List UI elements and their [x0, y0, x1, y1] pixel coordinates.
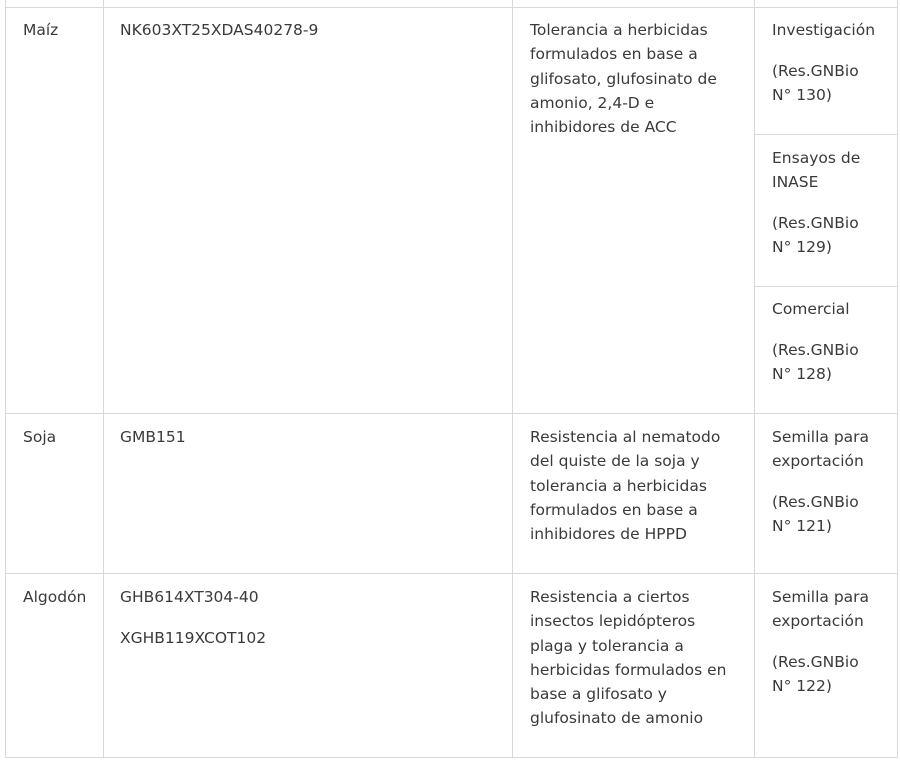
status-label: [772, 425, 869, 474]
status-label: [772, 297, 850, 321]
crop-cell: Algodón: [23, 588, 87, 606]
resolution-line: N° 121): [772, 517, 832, 536]
resolution-ref: [772, 650, 859, 699]
row-border-bottom: [5, 757, 898, 758]
column-border-right: [897, 0, 898, 758]
resolution-line: N° 129): [772, 238, 832, 257]
trait-line: inhibidores de ACC: [530, 118, 677, 137]
status-subrow-border-1: [754, 134, 898, 135]
resolution-line: N° 128): [772, 365, 832, 384]
trait-cell: [530, 425, 720, 546]
crop-cell: Maíz: [23, 21, 59, 39]
resolution-line: (Res.GNBio: [772, 214, 859, 232]
resolution-ref: [772, 490, 859, 539]
status-subrow-border-2: [754, 286, 898, 287]
status-label-line: exportación: [772, 612, 864, 631]
status-label-line: Investigación: [772, 21, 876, 39]
resolution-line: N° 130): [772, 86, 832, 105]
status-label: [772, 18, 875, 42]
trait-line: plaga y tolerancia a: [530, 636, 684, 655]
row-border-top: [5, 7, 898, 8]
status-label: [772, 146, 860, 195]
event-cell: NK603XT25XDAS40278-9: [120, 21, 319, 39]
resolution-ref: [772, 338, 859, 387]
status-label-line: Ensayos de: [772, 149, 861, 167]
status-label-line: INASE: [772, 173, 819, 192]
trait-line: glufosinato de amonio: [530, 709, 704, 728]
event-cell: GMB151: [120, 428, 186, 446]
trait-cell: [530, 585, 727, 731]
resolution-ref: [772, 59, 859, 108]
status-label-line: Semilla para: [772, 428, 870, 446]
column-border-1: [103, 0, 104, 758]
status-label-line: Comercial: [772, 300, 850, 318]
trait-line: formulados en base a: [530, 45, 698, 64]
resolution-line: N° 122): [772, 677, 832, 696]
crop-cell: Soja: [23, 428, 57, 446]
trait-line: glifosato, glufosinato de: [530, 69, 717, 88]
trait-line: insectos lepidópteros: [530, 612, 696, 631]
row-border-maiz-soja: [5, 413, 898, 414]
resolution-line: (Res.GNBio: [772, 493, 859, 511]
resolution-line: (Res.GNBio: [772, 62, 859, 80]
trait-line: Resistencia al nematodo: [530, 428, 721, 446]
trait-line: del quiste de la soja y: [530, 452, 700, 471]
column-border-left: [5, 0, 6, 758]
trait-cell: [530, 18, 717, 139]
trait-line: formulados en base a: [530, 500, 698, 519]
trait-line: Resistencia a ciertos: [530, 588, 690, 606]
status-label: [772, 585, 869, 634]
row-border-soja-algodon: [5, 573, 898, 574]
trait-line: tolerancia a herbicidas: [530, 476, 707, 495]
event-cell: GHB614XT304-40: [120, 588, 259, 606]
resolution-line: (Res.GNBio: [772, 653, 859, 671]
trait-line: amonio, 2,4-D e: [530, 93, 655, 112]
event-cell: XGHB119XCOT102: [120, 629, 267, 647]
column-border-3: [754, 0, 755, 758]
column-border-2: [512, 0, 513, 758]
resolution-line: (Res.GNBio: [772, 341, 859, 359]
status-label-line: exportación: [772, 452, 864, 471]
trait-line: base a glifosato y: [530, 685, 667, 704]
resolution-ref: [772, 211, 859, 260]
trait-line: Tolerancia a herbicidas: [530, 21, 708, 39]
trait-line: inhibidores de HPPD: [530, 525, 687, 544]
status-label-line: Semilla para: [772, 588, 870, 606]
trait-line: herbicidas formulados en: [530, 660, 727, 679]
